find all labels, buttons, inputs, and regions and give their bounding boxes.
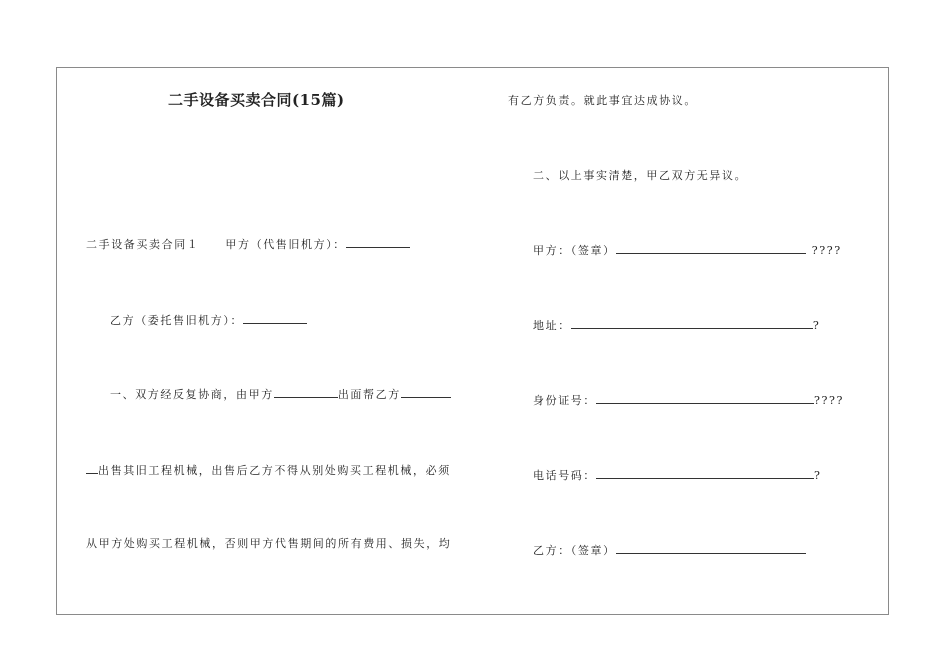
clause1-line2-row (86, 463, 451, 478)
phone-blank (596, 468, 814, 479)
address-line (533, 318, 820, 333)
party-b-sign-label: 乙方：（签章） (533, 544, 616, 557)
party-b-blank (243, 313, 307, 324)
address-suffix: ? (812, 319, 821, 332)
clause1-line1 (110, 387, 451, 402)
party-b-label: 乙方（委托售旧机方）： (110, 314, 244, 327)
id-number-line (533, 393, 844, 408)
clause1-part1: 一、双方经反复协商，由甲方 (110, 388, 274, 401)
party-b-sign-line (533, 543, 806, 558)
clause1-blank-a (274, 387, 338, 398)
party-a-sign-label: 甲方：（签章） (533, 244, 616, 257)
contract-label: 二手设备买卖合同１ (86, 238, 200, 251)
clause1-blank-b (401, 387, 451, 398)
contract-heading-line (86, 237, 410, 252)
phone-label: 电话号码： (533, 469, 596, 482)
phone-suffix: ? (814, 469, 822, 482)
phone-line (533, 468, 822, 483)
id-label: 身份证号： (533, 394, 596, 407)
clause1-part2: 出面帮乙方 (337, 388, 401, 401)
party-a-blank (346, 237, 410, 248)
party-a-sign-suffix: ???? (811, 244, 842, 257)
document-title: 二手设备买卖合同(15篇) (168, 91, 345, 109)
address-label: 地址： (533, 319, 571, 332)
document-page (56, 67, 889, 615)
party-b-sign-blank (616, 543, 806, 554)
party-b-line (110, 313, 307, 328)
party-a-label: 甲方（代售旧机方）： (225, 238, 346, 251)
clause1-end: 有乙方负责。就此事宜达成协议。 (508, 94, 697, 107)
clause2: 二、以上事实清楚，甲乙双方无异议。 (533, 169, 748, 182)
party-a-sign-line (533, 243, 842, 258)
clause1-line3: 从甲方处购买工程机械，否则甲方代售期间的所有费用、损失，均 (86, 537, 452, 550)
address-blank (571, 318, 813, 329)
party-a-sign-blank (616, 243, 806, 254)
id-blank (596, 393, 814, 404)
clause1-blank-c (86, 463, 98, 474)
id-suffix: ???? (814, 394, 844, 407)
clause1-line2: 出售其旧工程机械，出售后乙方不得从别处购买工程机械，必须 (98, 464, 451, 477)
